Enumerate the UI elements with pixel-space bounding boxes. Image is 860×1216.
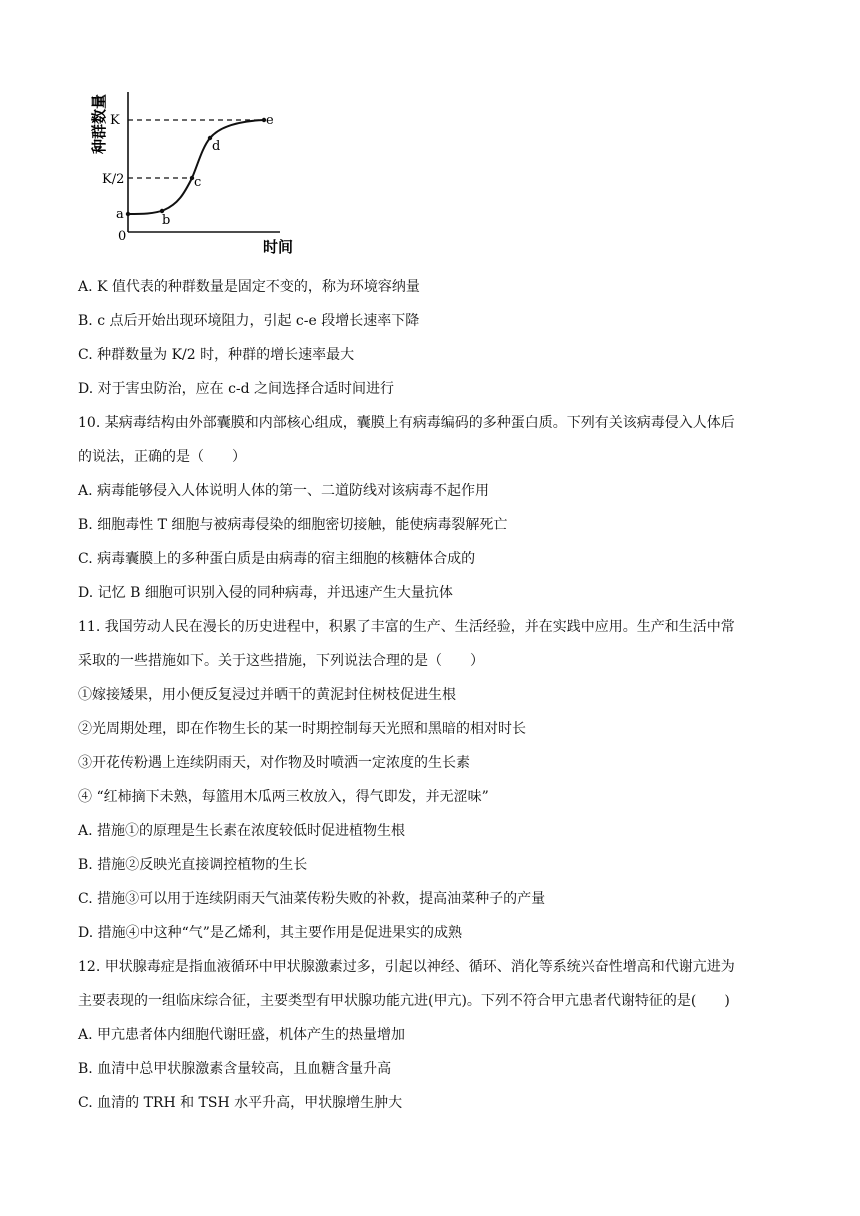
q9-option-a: A. K 值代表的种群数量是固定不变的，称为环境容纳量 (78, 279, 420, 295)
k-tick-label: K (110, 113, 120, 128)
q11-measure-1: ①嫁接矮果，用小便反复浸过并晒干的黄泥封住树枝促进生根 (78, 687, 456, 703)
q11-option-c: C. 措施③可以用于连续阴雨天气油菜传粉失败的补救，提高油菜种子的产量 (78, 891, 546, 907)
s-curve-graph (80, 72, 320, 262)
q11-stem-line1: 11. 我国劳动人民在漫长的历史进程中，积累了丰富的生产、生活经验，并在实践中应用。生产和生活中常 (78, 619, 735, 635)
point-b-label: b (162, 213, 171, 228)
q12-option-b: B. 血清中总甲状腺激素含量较高，且血糖含量升高 (78, 1061, 392, 1077)
q11-option-b: B. 措施②反映光直接调控植物的生长 (78, 857, 308, 873)
x-axis-label: 时间 (263, 238, 294, 256)
q12-stem-line1: 12. 甲状腺毒症是指血液循环中甲状腺激素过多，引起以神经、循环、消化等系统兴奋性增高和代谢亢进为 (78, 959, 735, 975)
q10-stem-line1: 10. 某病毒结构由外部囊膜和内部核心组成，囊膜上有病毒编码的多种蛋白质。下列有关该病毒侵入人体后 (78, 415, 735, 431)
q12-option-c: C. 血清的 TRH 和 TSH 水平升高，甲状腺增生肿大 (78, 1095, 403, 1111)
q9-option-d: D. 对于害虫防治，应在 c-d 之间选择合适时间进行 (78, 381, 395, 397)
q10-option-c: C. 病毒囊膜上的多种蛋白质是由病毒的宿主细胞的核糖体合成的 (78, 551, 476, 567)
point-c-label: c (194, 175, 202, 190)
q10-option-d: D. 记忆 B 细胞可识别入侵的同种病毒，并迅速产生大量抗体 (78, 585, 453, 601)
population-growth-figure (80, 72, 320, 262)
q12-stem-line2: 主要表现的一组临床综合征，主要类型有甲状腺功能亢进(甲亢)。下列不符合甲亢患者代谢特征的是( ) (78, 993, 730, 1009)
q12-option-a: A. 甲亢患者体内细胞代谢旺盛，机体产生的热量增加 (78, 1027, 406, 1043)
origin-label: 0 (118, 229, 127, 244)
point-e-label: e (266, 113, 274, 128)
q10-stem-line2: 的说法，正确的是（ ） (78, 449, 246, 465)
q11-measure-4: ④ “红柿摘下未熟，每篮用木瓜两三枚放入，得气即发，并无涩味” (78, 789, 489, 805)
s-curve (128, 120, 264, 214)
q11-option-a: A. 措施①的原理是生长素在浓度较低时促进植物生根 (78, 823, 406, 839)
q11-measure-2: ②光周期处理，即在作物生长的某一时期控制每天光照和黑暗的相对时长 (78, 721, 526, 737)
q11-option-d: D. 措施④中这种“气”是乙烯利，其主要作用是促进果实的成熟 (78, 925, 462, 941)
k-half-tick-label: K/2 (102, 172, 125, 187)
y-axis-label: 种群数量 (90, 93, 108, 154)
point-a-dot (126, 212, 130, 216)
question-text-block (78, 270, 798, 1120)
q11-stem-line2: 采取的一些措施如下。关于这些措施，下列说法合理的是（ ） (78, 653, 484, 669)
q11-measure-3: ③开花传粉遇上连续阴雨天，对作物及时喷洒一定浓度的生长素 (78, 755, 470, 771)
q10-option-b: B. 细胞毒性 T 细胞与被病毒侵染的细胞密切接触，能使病毒裂解死亡 (78, 517, 508, 533)
q10-option-a: A. 病毒能够侵入人体说明人体的第一、二道防线对该病毒不起作用 (78, 483, 490, 499)
point-d-label: d (212, 139, 221, 154)
q9-option-b: B. c 点后开始出现环境阻力，引起 c-e 段增长速率下降 (78, 313, 420, 329)
q9-option-c: C. 种群数量为 K/2 时，种群的增长速率最大 (78, 347, 355, 363)
point-a-label: a (116, 207, 124, 222)
